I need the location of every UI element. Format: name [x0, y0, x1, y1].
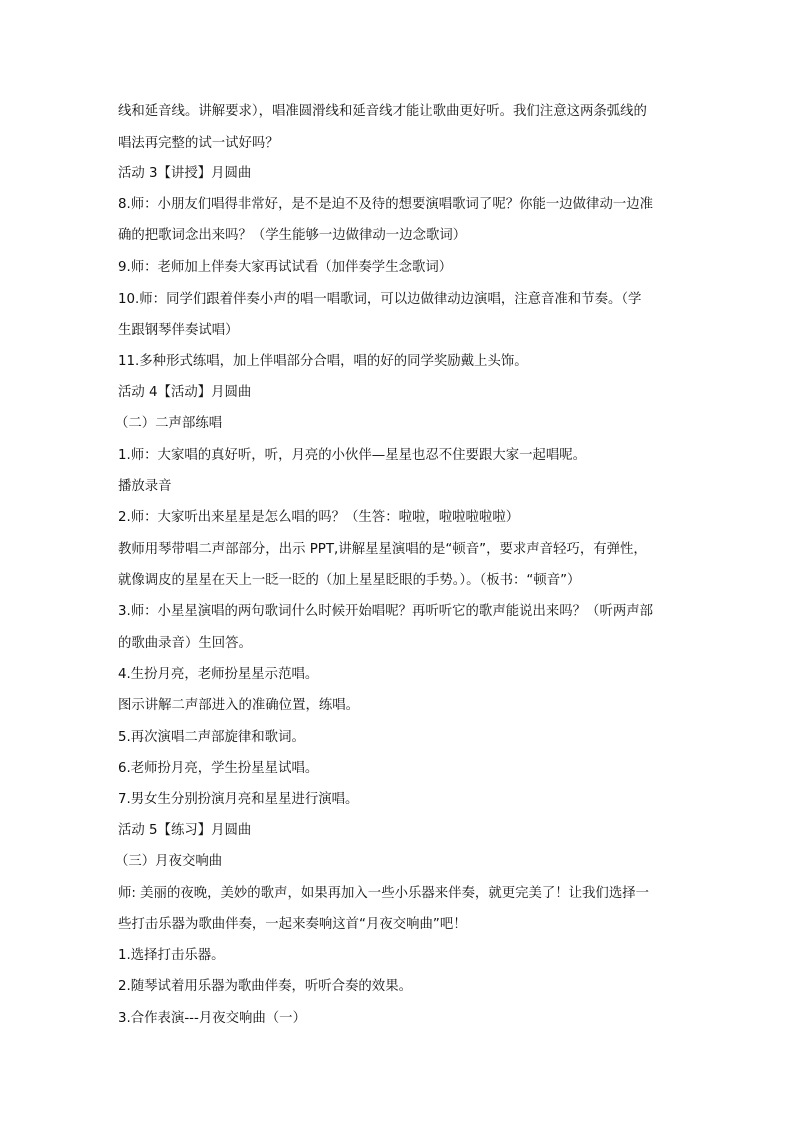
- text-line: 线和延音线。讲解要求），唱准圆滑线和延音线才能让歌曲更好听。我们注意这两条弧线的: [118, 104, 647, 119]
- text-line: 9.师：老师加上伴奏大家再试试看（加伴奏学生念歌词）: [118, 260, 453, 275]
- text-line: 1.师：大家唱的真好听，听，月亮的小伙伴—星星也忍不住要跟大家一起唱呢。: [118, 448, 587, 463]
- section-heading: 活动 5【练习】月圆曲: [118, 823, 252, 838]
- text-line: 2.随琴试着用乐器为歌曲伴奏，听听合奏的效果。: [118, 979, 412, 994]
- section-heading: 活动 3【讲授】月圆曲: [118, 166, 252, 181]
- text-line: 2.师：大家听出来星星是怎么唱的吗？（生答：啦啦，啦啦啦啦啦）: [118, 510, 520, 525]
- text-line: 1.选择打击乐器。: [118, 948, 225, 963]
- text-line: 就像调皮的星星在天上一眨一眨的（加上星星眨眼的手势。）。（板书：“顿音”）: [118, 573, 581, 588]
- text-line: 10.师：同学们跟着伴奏小声的唱一唱歌词，可以边做律动边演唱，注意音准和节奏。（学: [118, 292, 642, 307]
- text-line: 3.合作表演---月夜交响曲（一）: [118, 1011, 306, 1026]
- text-line: 图示讲解二声部进入的准确位置，练唱。: [118, 698, 360, 713]
- text-line: 5.再次演唱二声部旋律和歌词。: [118, 730, 305, 745]
- text-line: 生跟钢琴伴奏试唱）: [118, 323, 239, 338]
- text-line: 的歌曲录音）生回答。: [118, 636, 252, 651]
- text-line: 教师用琴带唱二声部部分，出示 PPT,讲解星星演唱的是“顿音”，要求声音轻巧，有弹性，: [118, 542, 647, 557]
- text-line: 11.多种形式练唱，加上伴唱部分合唱，唱的好的同学奖励戴上头饰。: [118, 354, 528, 369]
- text-line: 8.师：小朋友们唱得非常好，是不是迫不及待的想要演唱歌词了呢？你能一边做律动一边准: [118, 197, 654, 212]
- text-line: 唱法再完整的试一试好吗？: [118, 136, 279, 151]
- subsection-heading: （三）月夜交响曲: [115, 854, 223, 869]
- text-line: 确的把歌词念出来吗？（学生能够一边做律动一边念歌词）: [118, 228, 467, 243]
- text-line: 6.老师扮月亮，学生扮星星试唱。: [118, 761, 319, 776]
- text-line: 些打击乐器为歌曲伴奏，一起来奏响这首“月夜交响曲”吧！: [118, 917, 467, 932]
- text-line: 播放录音: [118, 479, 172, 494]
- text-line: 7.男女生分别扮演月亮和星星进行演唱。: [118, 792, 359, 807]
- text-line: 师: 美丽的夜晚，美妙的歌声，如果再加入一些小乐器来伴奏，就更完美了！让我们选择一: [118, 886, 649, 901]
- text-line: 3.师：小星星演唱的两句歌词什么时候开始唱呢？再听听它的歌声能说出来吗？（听两声部: [118, 604, 654, 619]
- subsection-heading: （二）二声部练唱: [115, 416, 223, 431]
- text-line: 4.生扮月亮，老师扮星星示范唱。: [118, 667, 319, 682]
- section-heading: 活动 4【活动】月圆曲: [118, 385, 252, 400]
